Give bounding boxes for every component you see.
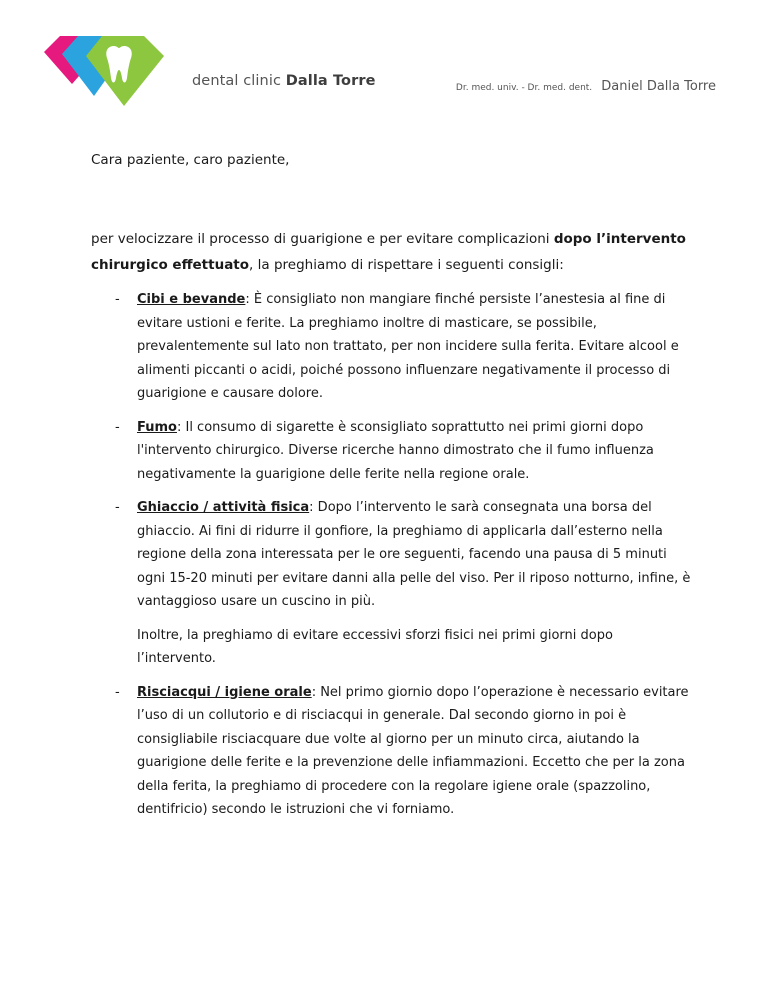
item-text: : Il consumo di sigarette è sconsigliato soprattutto nei primi giorni dopo l'intervento chirurgico. Diverse ricerche hanno dimostrato che il fumo influenza negativamente la guarigione delle ferite nella regione orale. xyxy=(137,419,654,482)
item-text: : Nel primo giornio dopo l’operazione è necessario evitare l’uso di un collutorio e di risciacqui in generale. Dal secondo giorno in poi è consigliabile risciacquare due volte al giorno per un minuto circa, aiutando la guarigione delle ferite e la prevenzione delle infiammazioni. Eccetto che per la zona della ferita, la preghiamo di procedere con la regolare igiene orale (spazzolino, dentifricio) secondo le istruzioni che vi forniamo. xyxy=(137,684,689,817)
list-item xyxy=(91,288,691,406)
doctor-name: Daniel Dalla Torre xyxy=(601,79,716,94)
clinic-name xyxy=(192,73,376,89)
letterhead xyxy=(0,0,768,120)
letter-body xyxy=(91,148,691,832)
clinic-name-bold: Dalla Torre xyxy=(285,73,376,89)
item-extra-paragraph: Inoltre, la preghiamo di evitare eccessivi sforzi fisici nei primi giorni dopo l’intervento. xyxy=(137,627,613,666)
intro-bold: dopo l’intervento chirurgico effettuato xyxy=(91,231,686,273)
item-term: Cibi e bevande xyxy=(137,292,246,307)
doctor-info xyxy=(456,75,716,94)
advice-list xyxy=(91,288,691,822)
doctor-titles: Dr. med. univ. - Dr. med. dent. xyxy=(455,83,593,93)
list-bullet: - xyxy=(115,500,120,515)
item-term: Fumo xyxy=(137,419,177,435)
item-text: : Dopo l’intervento le sarà consegnata una borsa del ghiaccio. Ai fini di ridurre il gonfiore, la preghiamo di applicarla dall’esterno nella regione della zona interessata per le ore seguenti, facendo una pausa di 5 minuti ogni 15-20 minuti per evitare danni alla pelle del viso. Per il riposo notturno, infine, è vantaggioso usare un cuscino in più. xyxy=(137,500,691,609)
item-text: : È consigliato non mangiare finché persiste l’anestesia al fine di evitare ustioni e ferite. La preghiamo inoltre di masticare, se possibile, prevalentemente sul lato non trattato, per non incidere sulla ferita. Evitare alcool e alimenti piccanti o acidi, poiché possono influenzare negativamente il processo di guarigione e causare dolore. xyxy=(137,292,679,401)
list-item xyxy=(91,496,691,671)
list-item xyxy=(91,681,691,822)
item-term: Ghiaccio / attività fisica xyxy=(137,500,310,515)
intro-paragraph xyxy=(91,226,691,278)
clinic-logo xyxy=(44,36,192,106)
list-bullet: - xyxy=(115,684,120,700)
intro-before: per velocizzare il processo di guarigione e per evitare complicazioni xyxy=(91,231,554,247)
salutation: Cara paziente, caro paziente, xyxy=(91,152,290,168)
item-term: Risciacqui / igiene orale xyxy=(137,684,312,700)
list-item xyxy=(91,416,691,487)
clinic-prefix: dental clinic xyxy=(192,73,282,89)
list-bullet: - xyxy=(115,292,120,307)
list-bullet: - xyxy=(115,419,120,435)
intro-after: , la preghiamo di rispettare i seguenti consigli: xyxy=(249,257,564,273)
